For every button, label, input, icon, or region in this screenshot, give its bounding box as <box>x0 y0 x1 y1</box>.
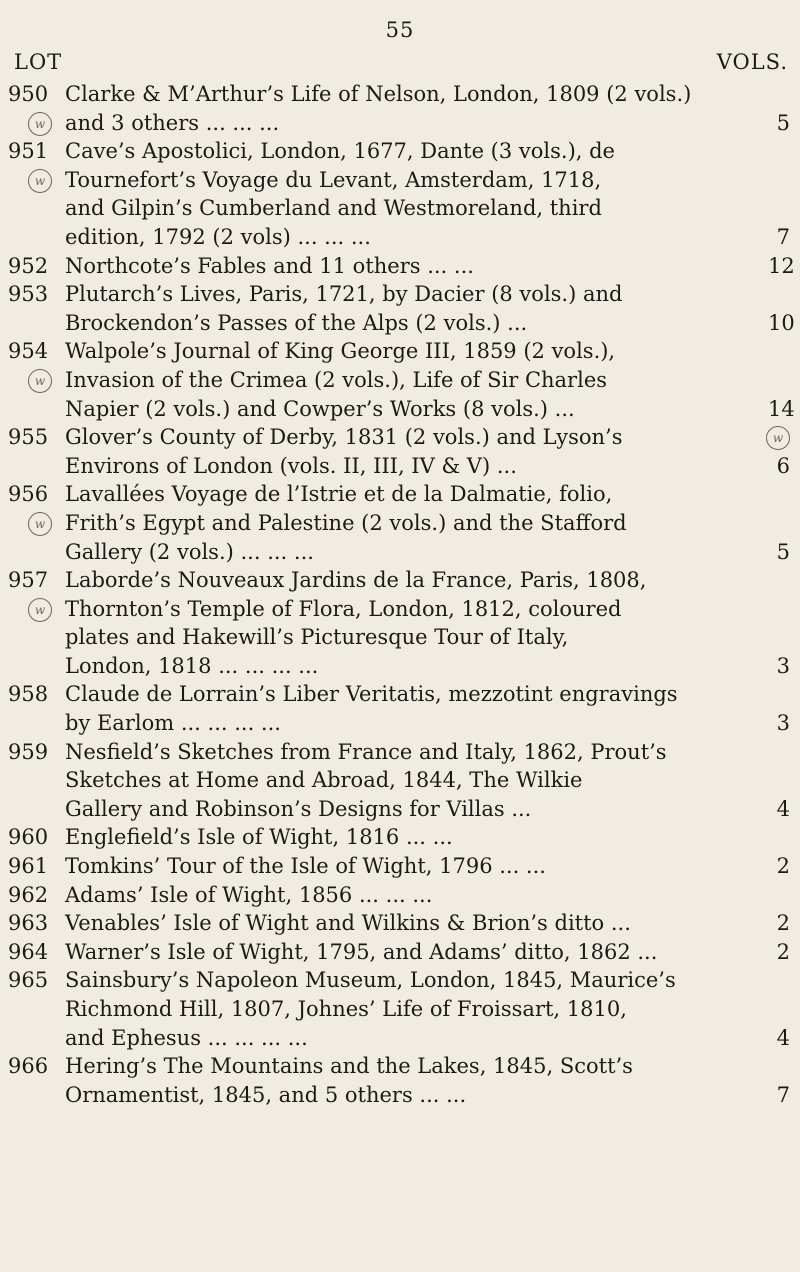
lot-number: 957 <box>8 568 49 593</box>
catalogue-entry <box>0 480 800 566</box>
entry-text: Cave’s Apostolici, London, 1677, Dante (3 vols.), de <box>65 139 615 164</box>
entry-line <box>65 966 764 995</box>
vols-count: 7 <box>776 224 790 249</box>
entry-line <box>65 166 764 195</box>
catalogue-entry <box>0 938 800 967</box>
lot-number: 951 <box>8 139 49 164</box>
catalogue-entry <box>0 252 800 281</box>
lot-number: 963 <box>8 911 49 936</box>
entry-text: Nesfield’s Sketches from France and Italy, 1862, Prout’s <box>65 739 667 764</box>
catalogue-entry <box>0 909 800 938</box>
entry-text: Plutarch’s Lives, Paris, 1721, by Dacier (8 vols.) and <box>65 282 623 307</box>
catalogue-entry <box>0 1052 800 1109</box>
catalogue-entry <box>0 280 800 337</box>
entry-text: Tournefort’s Voyage du Levant, Amsterdam, 1718, <box>65 167 602 192</box>
catalogue-entry <box>0 738 800 824</box>
vols-count: 4 <box>776 1025 790 1050</box>
entry-line <box>65 480 764 509</box>
catalogue-entry <box>0 566 800 680</box>
lot-number: 965 <box>8 968 49 993</box>
entry-text: Environs of London (vols. II, III, IV & V) ... <box>65 453 517 478</box>
catalogue-entry <box>0 852 800 881</box>
page-number: 55 <box>385 18 415 42</box>
entry-text: Invasion of the Crimea (2 vols.), Life of Sir Charles <box>65 367 608 392</box>
entry-text: Napier (2 vols.) and Cowper’s Works (8 vols.) ... <box>65 396 575 421</box>
entry-text: Walpole’s Journal of King George III, 1859 (2 vols.), <box>65 339 616 364</box>
vols-count: 2 <box>776 854 790 879</box>
vols-count: 5 <box>776 110 790 135</box>
catalogue-entry <box>0 680 800 737</box>
vols-column-header: VOLS. <box>716 50 788 74</box>
lot-number: 952 <box>8 253 49 278</box>
vols-count: 6 <box>776 453 790 478</box>
catalogue-entries <box>0 80 800 1109</box>
entry-line <box>65 680 764 709</box>
margin-annotation-mark: w <box>28 512 52 536</box>
entry-line <box>65 938 790 967</box>
entry-line <box>65 795 790 824</box>
entry-text: plates and Hakewill’s Picturesque Tour of Italy, <box>65 625 569 650</box>
entry-line <box>65 1081 790 1110</box>
entry-line <box>65 452 790 481</box>
lot-number: 956 <box>8 482 49 507</box>
entry-text: Hering’s The Mountains and the Lakes, 1845, Scott’s <box>65 1054 633 1079</box>
catalogue-entry <box>0 823 800 852</box>
lot-number: 966 <box>8 1054 49 1079</box>
entry-text: Warner’s Isle of Wight, 1795, and Adams’ ditto, 1862 ... <box>65 939 658 964</box>
entry-line <box>65 509 764 538</box>
entry-text: Venables’ Isle of Wight and Wilkins & Brion’s ditto ... <box>65 911 631 936</box>
vols-count: 4 <box>776 796 790 821</box>
catalogue-entry <box>0 423 800 480</box>
entry-text: Ornamentist, 1845, and 5 others ... ... <box>65 1082 467 1107</box>
catalogue-entry <box>0 337 800 423</box>
entry-line <box>65 252 795 281</box>
entry-line <box>65 137 764 166</box>
vols-count: 12 <box>768 253 795 278</box>
entry-text: Adams’ Isle of Wight, 1856 ... ... ... <box>65 882 433 907</box>
catalogue-entry <box>0 137 800 251</box>
entry-line <box>65 709 790 738</box>
entry-text: Gallery and Robinson’s Designs for Villas ... <box>65 796 532 821</box>
vols-count: 3 <box>776 711 790 736</box>
entry-text: London, 1818 ... ... ... ... <box>65 653 319 678</box>
entry-line <box>65 1024 790 1053</box>
entry-text: Gallery (2 vols.) ... ... ... <box>65 539 314 564</box>
entry-line <box>65 909 790 938</box>
lot-column-header: LOT <box>14 50 63 74</box>
entry-line <box>65 366 764 395</box>
entry-line <box>65 852 790 881</box>
entry-line <box>65 738 764 767</box>
entry-line <box>65 766 764 795</box>
margin-annotation-mark: w <box>766 426 790 450</box>
entry-line <box>65 194 764 223</box>
lot-number: 954 <box>8 339 49 364</box>
vols-count: 2 <box>776 939 790 964</box>
entry-line <box>65 652 790 681</box>
catalogue-entry <box>0 80 800 137</box>
entry-line <box>65 80 764 109</box>
lot-number: 959 <box>8 739 49 764</box>
entry-line <box>65 566 764 595</box>
lot-number: 960 <box>8 825 49 850</box>
entry-text: Tomkins’ Tour of the Isle of Wight, 1796 ... ... <box>65 854 546 879</box>
vols-count: 10 <box>768 310 795 335</box>
margin-annotation-mark: w <box>28 369 52 393</box>
entry-line <box>65 309 795 338</box>
entry-line <box>65 823 764 852</box>
entry-line <box>65 623 764 652</box>
entry-line <box>65 595 764 624</box>
entry-text: Brockendon’s Passes of the Alps (2 vols.) ... <box>65 310 528 335</box>
entry-text: edition, 1792 (2 vols) ... ... ... <box>65 224 371 249</box>
entry-text: and Gilpin’s Cumberland and Westmoreland, third <box>65 196 602 221</box>
entry-line <box>65 337 764 366</box>
margin-annotation-mark: w <box>28 112 52 136</box>
entry-text: Sainsbury’s Napoleon Museum, London, 1845, Maurice’s <box>65 968 676 993</box>
entry-line <box>65 280 764 309</box>
entry-text: and 3 others ... ... ... <box>65 110 280 135</box>
entry-line <box>65 995 764 1024</box>
vols-count: 3 <box>776 653 790 678</box>
entry-text: Claude de Lorrain’s Liber Veritatis, mezzotint engravings <box>65 682 678 707</box>
lot-number: 955 <box>8 425 49 450</box>
entry-text: by Earlom ... ... ... ... <box>65 711 281 736</box>
entry-line <box>65 538 790 567</box>
lot-number: 953 <box>8 282 49 307</box>
entry-text: Thornton’s Temple of Flora, London, 1812, coloured <box>65 596 622 621</box>
margin-annotation-mark: w <box>28 598 52 622</box>
vols-count: 7 <box>776 1082 790 1107</box>
catalogue-entry <box>0 966 800 1052</box>
entry-text: Frith’s Egypt and Palestine (2 vols.) and the Stafford <box>65 510 627 535</box>
entry-line <box>65 223 790 252</box>
vols-count: 14 <box>768 396 795 421</box>
entry-text: Englefield’s Isle of Wight, 1816 ... ... <box>65 825 453 850</box>
entry-line <box>65 1052 764 1081</box>
entry-text: Clarke & M’Arthur’s Life of Nelson, London, 1809 (2 vols.) <box>65 82 692 106</box>
entry-text: Northcote’s Fables and 11 others ... ... <box>65 253 474 278</box>
entry-line <box>65 423 764 452</box>
vols-count: 5 <box>776 539 790 564</box>
lot-number: 962 <box>8 882 49 907</box>
catalogue-entry <box>0 881 800 910</box>
entry-text: Glover’s County of Derby, 1831 (2 vols.) and Lyson’s <box>65 425 623 450</box>
lot-number: 964 <box>8 939 49 964</box>
entry-line <box>65 395 795 424</box>
lot-number: 950 <box>8 82 49 106</box>
entry-line <box>65 109 790 138</box>
entry-text: Lavallées Voyage de l’Istrie et de la Dalmatie, folio, <box>65 482 613 507</box>
entry-text: Richmond Hill, 1807, Johnes’ Life of Froissart, 1810, <box>65 997 627 1021</box>
entry-text: and Ephesus ... ... ... ... <box>65 1025 308 1050</box>
entry-text: Laborde’s Nouveaux Jardins de la France, Paris, 1808, <box>65 568 647 593</box>
entry-line <box>65 881 764 910</box>
lot-number: 958 <box>8 682 49 707</box>
lot-number: 961 <box>8 854 49 879</box>
vols-count: 2 <box>776 911 790 936</box>
entry-text: Sketches at Home and Abroad, 1844, The Wilkie <box>65 768 583 793</box>
margin-annotation-mark: w <box>28 169 52 193</box>
